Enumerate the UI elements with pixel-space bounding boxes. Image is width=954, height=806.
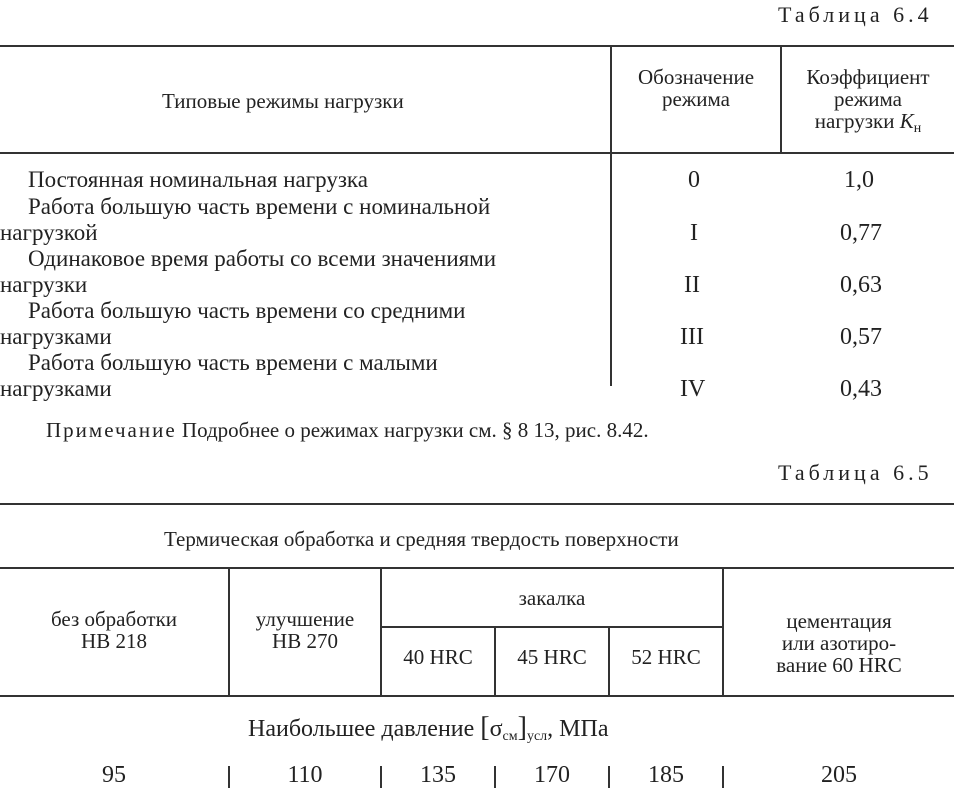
value-improvement: 110 (287, 762, 323, 788)
header-designation (612, 66, 780, 110)
header-no-treatment-line1: без обработки (50, 607, 178, 631)
header-coefficient-line2: режима (833, 87, 903, 111)
header-improvement (230, 608, 380, 652)
table-6-5-header-rule (0, 695, 954, 697)
coefficient-symbol: K (899, 109, 914, 133)
quench-subcol-2: 45 HRC (517, 645, 587, 669)
pressure-label (248, 712, 608, 745)
header-cementation-line3: вание 60 HRC (776, 653, 902, 677)
table-row-2-coef: 0,63 (840, 272, 882, 298)
value-quench-45: 170 (534, 762, 570, 788)
value-quench-52: 185 (648, 762, 684, 788)
quench-subheader-rule (380, 626, 724, 628)
quench-subcol-1: 40 HRC (403, 645, 473, 669)
header-no-treatment-line2: НВ 218 (81, 629, 147, 653)
header-coefficient-line3-text: нагрузки (814, 109, 895, 133)
header-coefficient (782, 66, 954, 140)
table-row-1-text-cont: нагрузкой (0, 220, 98, 245)
table-6-4-caption: Таблица 6.4 (778, 2, 933, 27)
table-row-1-text: Работа большую часть времени с номинальной (28, 194, 491, 219)
table-row-2-mode: II (684, 272, 700, 298)
header-cementation-line2: или азотиро- (781, 631, 897, 655)
table-row-0-coef: 1,0 (844, 167, 874, 193)
header-designation-line2: режима (661, 87, 731, 111)
table-row-3-text: Работа большую часть времени со средними (28, 298, 466, 323)
table-row-3-text-cont: нагрузками (0, 324, 112, 349)
table-row-4-text-cont: нагрузками (0, 376, 112, 401)
pressure-subscript: см (502, 729, 518, 744)
table-6-5-title: Термическая обработка и средняя твердость поверхности (164, 527, 679, 551)
table-row-4-text: Работа большую часть времени с малыми (28, 350, 438, 375)
quench-subcol-3: 52 HRC (631, 645, 701, 669)
table-6-5-title-rule (0, 567, 954, 569)
note-text: Подробнее о режимах нагрузки см. § 8 13, рис. 8.42. (176, 418, 649, 442)
note-label: Примечание (46, 418, 177, 442)
table-row-1-mode: I (690, 220, 698, 246)
header-quenching: закалка (518, 586, 586, 610)
table-row-4-coef: 0,43 (840, 376, 882, 402)
header-no-treatment (0, 608, 228, 652)
coefficient-subscript: н (913, 121, 922, 136)
header-designation-line1: Обозначение (637, 65, 755, 89)
header-coefficient-line3 (782, 110, 954, 140)
pressure-label-text: Наибольшее давление (248, 716, 475, 742)
header-improvement-line2: НВ 270 (272, 629, 338, 653)
header-improvement-line1: улучшение (255, 607, 355, 631)
header-mode-type: Типовые режимы нагрузки (162, 89, 404, 113)
table-row-3-mode: III (680, 324, 704, 350)
table-6-4-top-rule (0, 45, 954, 47)
pressure-unit: , МПа (547, 716, 609, 742)
table-row-3-coef: 0,57 (840, 324, 882, 350)
table-6-4-note (46, 418, 649, 443)
table-6-5-caption: Таблица 6.5 (778, 460, 933, 485)
pressure-symbol: σ (489, 716, 503, 742)
table-6-5-top-rule (0, 503, 954, 505)
table-row-0-text: Постоянная номинальная нагрузка (28, 167, 368, 192)
header-cementation-line1: цементация (786, 609, 892, 633)
table-row-4-mode: IV (680, 376, 706, 402)
header-cementation (724, 610, 954, 676)
pressure-subscript-2: усл (526, 729, 548, 744)
header-coefficient-line1: Коэффициент (806, 65, 930, 89)
value-no-treatment: 95 (102, 762, 126, 788)
pressure-formula: $[\sigma_{см}]$ (480, 712, 527, 744)
table-row-2-text: Одинаковое время работы со всеми значениями (28, 246, 497, 271)
table-row-2-text-cont: нагрузки (0, 272, 88, 297)
table-row-1-coef: 0,77 (840, 220, 882, 246)
value-quench-40: 135 (420, 762, 456, 788)
table-6-4-header-rule (0, 152, 954, 154)
table-row-0-mode: 0 (688, 167, 700, 193)
value-cementation: 205 (821, 762, 857, 788)
